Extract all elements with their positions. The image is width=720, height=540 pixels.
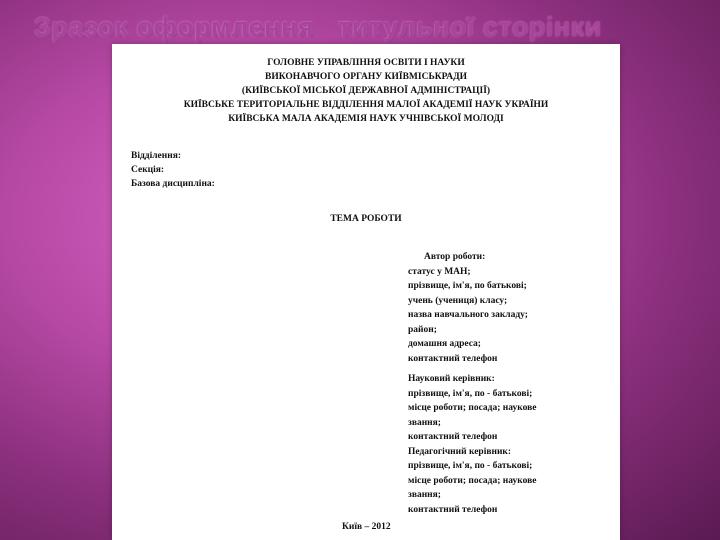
supervisor-line: місце роботи; посада; наукове [408,475,537,486]
header-line: КИЇВСЬКА МАЛА АКАДЕМІЯ НАУК УЧНІВСЬКОЇ МОЛОДІ [228,114,504,124]
supervisor-line: Науковий керівник: [408,374,495,384]
supervisor-line: звання; [408,417,441,428]
supervisors-block [408,372,536,517]
section-fields [131,149,215,191]
slide-title: Зразок оформлення титульної сторінки [34,12,602,42]
author-line: прізвище, ім'я, по батькові; [408,281,527,291]
header-line: КИЇВСЬКЕ ТЕРИТОРІАЛЬНЕ ВІДДІЛЕННЯ МАЛОЇ АКАДЕМІЇ НАУК УКРАЇНИ [183,100,549,110]
author-line: контактний телефон [408,353,498,364]
department-label: Відділення: [131,151,182,161]
header-line: ВИКОНАВЧОГО ОРГАНУ КИЇВМІСЬКРАДИ [265,72,467,82]
supervisor-line: контактний телефон [408,504,498,515]
base-discipline-label: Базова дисципліна: [131,179,215,189]
supervisor-line: прізвище, ім'я, по - батькові; [408,388,533,399]
header-line: (КИЇВСЬКОЇ МІСЬКОЇ ДЕРЖАВНОЇ АДМІНІСТРАЦІЇ) [241,86,491,96]
supervisor-line: контактний телефон [408,432,498,442]
author-line: домашня адреса; [408,339,481,349]
section-label: Секція: [131,165,165,175]
work-topic: ТЕМА РОБОТИ [330,214,402,224]
author-line: учень (учениця) класу; [408,295,508,306]
author-block [408,250,528,366]
author-line: статус у МАН; [408,266,471,277]
institution-header [112,56,620,126]
header-line: ГОЛОВНЕ УПРАВЛІННЯ ОСВІТИ І НАУКИ [267,58,465,68]
city-year-footer: Київ – 2012 [342,522,391,532]
supervisor-line: місце роботи; посада; наукове [408,403,537,413]
author-line: район; [408,324,437,335]
author-heading: Автор роботи: [424,252,486,262]
supervisor-line: прізвище, ім'я, по - батькові; [408,461,533,471]
supervisor-line: звання; [408,490,441,500]
author-line: назва навчального закладу; [408,310,528,320]
title-page-document [112,44,620,540]
supervisor-line: Педагогічний керівник: [408,446,512,457]
